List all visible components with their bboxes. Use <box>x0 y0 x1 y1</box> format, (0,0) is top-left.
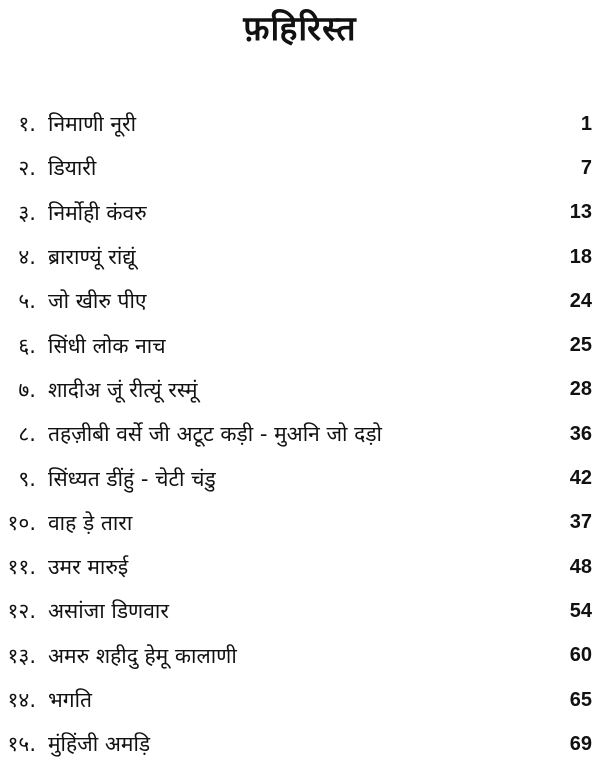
toc-page-number: 37 <box>569 511 592 534</box>
toc-page-number: 24 <box>569 289 592 312</box>
toc-row <box>0 412 600 456</box>
toc-page-number: 1 <box>580 112 592 135</box>
toc-page-number: 13 <box>569 201 592 224</box>
toc-row <box>0 191 600 235</box>
toc-entry-title: असांजा डिणवार <box>48 599 169 624</box>
toc-page-number: 42 <box>569 467 592 490</box>
toc-number: १. <box>18 112 36 137</box>
toc-page-number: 7 <box>580 156 592 179</box>
toc-page-number: 28 <box>569 378 592 401</box>
toc-row <box>0 456 600 500</box>
toc-entry-title: वाह ड़े तारा <box>48 510 133 535</box>
toc-number: २. <box>18 156 36 181</box>
toc-row <box>0 235 600 279</box>
toc-number: ८. <box>18 422 36 447</box>
toc-entry-title: उमर मारुई <box>48 555 129 580</box>
toc-row <box>0 589 600 633</box>
toc-page-number: 25 <box>569 334 592 357</box>
toc-entry-title: ब्राराण्यूं रांद्यूं <box>48 245 136 270</box>
toc-number: १०. <box>7 510 36 535</box>
toc-number: १२. <box>7 599 36 624</box>
toc-number: ७. <box>18 377 36 402</box>
toc-entry-title: डियारी <box>48 156 97 181</box>
toc-number: ३. <box>18 200 36 225</box>
toc-number: १३. <box>7 643 36 668</box>
toc-row <box>0 501 600 545</box>
toc-row <box>0 678 600 722</box>
toc-row <box>0 323 600 367</box>
toc-number: ११. <box>7 555 36 580</box>
toc-page-number: 18 <box>569 245 592 268</box>
toc-row <box>0 368 600 412</box>
toc-entry-title: निमाणी नूरी <box>48 112 137 137</box>
toc-row <box>0 634 600 678</box>
toc-entry-title: अमरु शहीदु हेमू कालाणी <box>48 643 237 668</box>
toc-entry-title: तहज़ीबी वर्से जी अटूट कड़ी - मुअनि जो दड़ो <box>48 422 382 447</box>
toc-page-number: 60 <box>569 644 592 667</box>
toc-entry-title: शादीअ जूं रीत्यूं रस्मूं <box>48 377 198 402</box>
toc-row <box>0 279 600 323</box>
toc-page-number: 65 <box>569 688 592 711</box>
toc-page-number: 48 <box>569 555 592 578</box>
toc-number: ६. <box>18 333 36 358</box>
toc-entry-title: सिंध्यत डींहुं - चेटी चंडु <box>48 466 216 491</box>
toc-number: ९. <box>18 466 36 491</box>
toc-entry-title: जो खीरु पीए <box>48 289 147 314</box>
toc-row <box>0 545 600 589</box>
toc-entry-title: भगति <box>48 688 92 712</box>
toc-entry-title: सिंधी लोक नाच <box>48 333 166 358</box>
toc-row <box>0 722 600 766</box>
page-title: फ़हिरिस्त <box>243 9 357 49</box>
toc-number: १५. <box>7 732 36 757</box>
toc-list <box>0 102 600 766</box>
toc-row <box>0 102 600 146</box>
toc-entry-title: मुंहिंजी अमड़ि <box>48 732 151 757</box>
toc-number: ५. <box>18 289 36 314</box>
toc-number: ४. <box>18 245 36 270</box>
toc-entry-title: निर्मोही कंवरु <box>48 200 147 225</box>
toc-page-number: 54 <box>569 599 592 622</box>
toc-page-number: 36 <box>569 422 592 445</box>
toc-page-number: 69 <box>569 732 592 755</box>
toc-row <box>0 146 600 190</box>
toc-number: १४. <box>7 688 36 712</box>
